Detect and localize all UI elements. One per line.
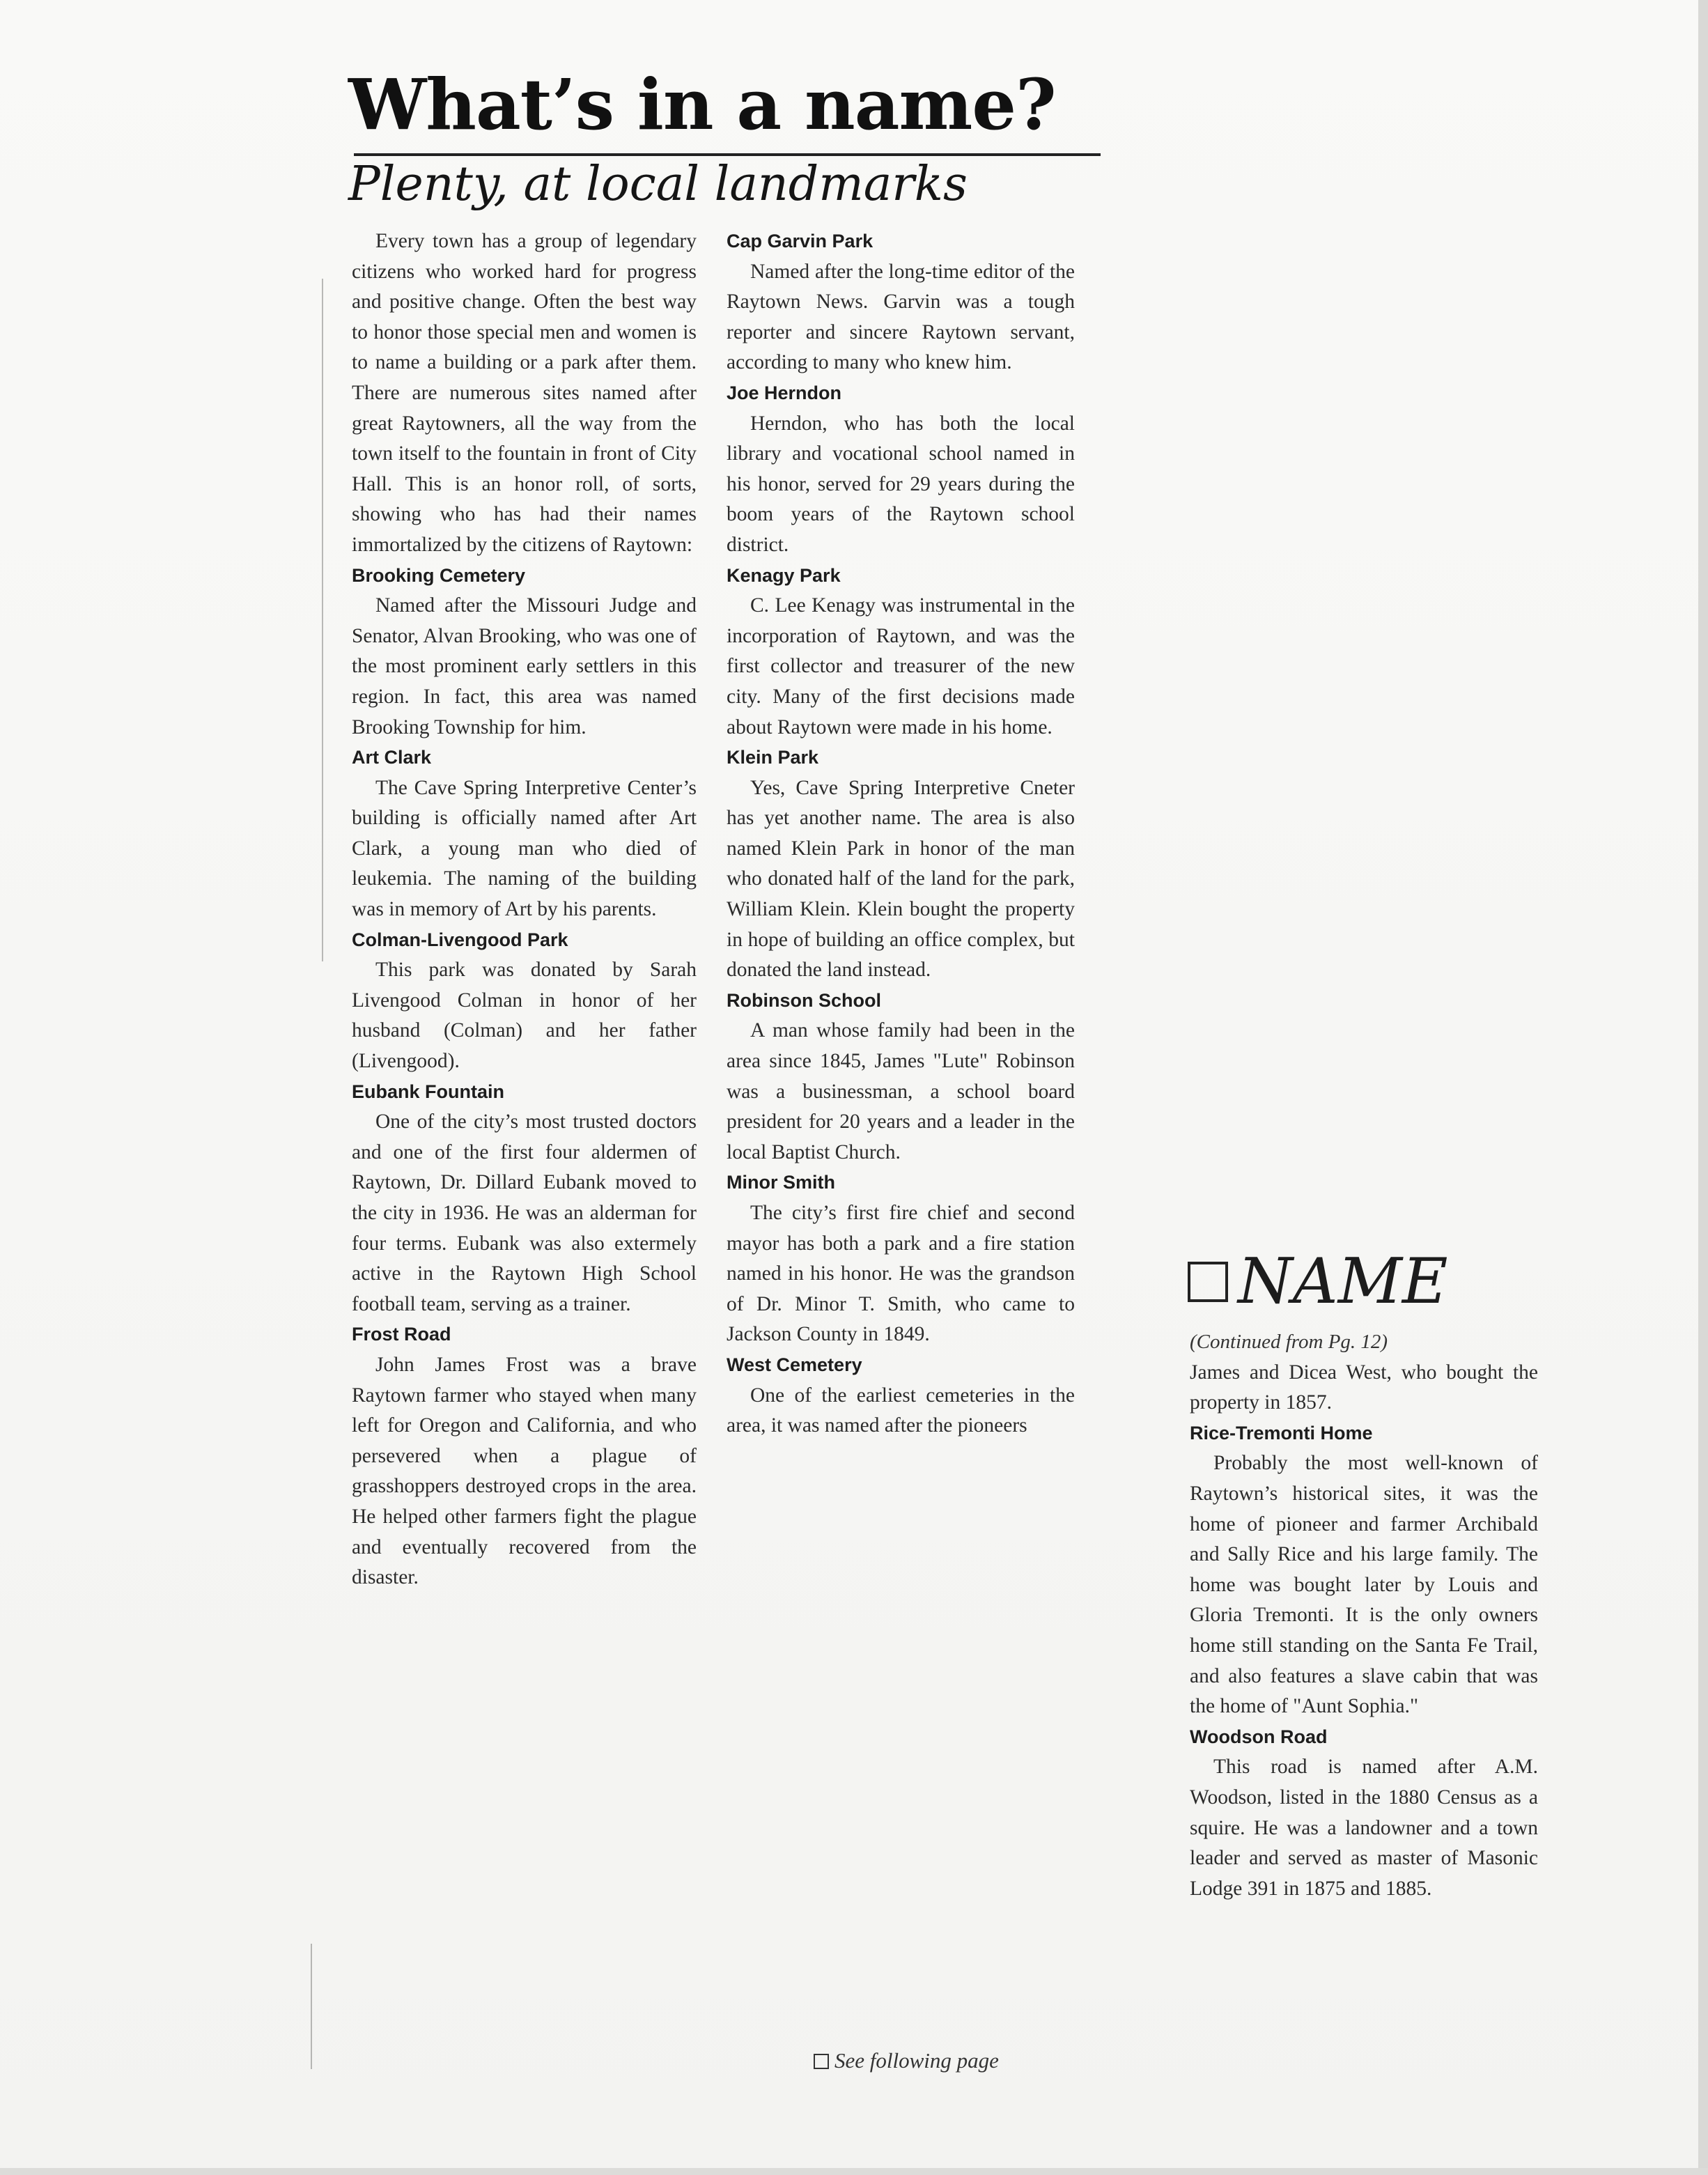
continuation-text: See following page xyxy=(834,2048,999,2073)
article-column-1 xyxy=(352,226,697,1593)
subheadline: Plenty, at local landmarks xyxy=(348,157,968,212)
section-heading: Joe Herndon xyxy=(727,382,842,403)
column-rule xyxy=(322,279,323,961)
checkbox-icon xyxy=(814,2054,829,2069)
continued-from: (Continued from Pg. 12) xyxy=(1190,1331,1388,1353)
section-body: One of the city’s most trusted doctors and one of the first four aldermen of Raytown, Dr. Dillard Eubank moved to the city in 1936. He was an alderman for four terms. Eubank was also extermely active in the Raytown High School football team, serving as a trainer. xyxy=(352,1110,697,1315)
section-body: This road is named after A.M. Woodson, listed in the 1880 Census as a squire. He was a landowner and a town leader and served as master of Masonic Lodge 391 in 1875 and 1885. xyxy=(1190,1756,1538,1900)
section-body: Herndon, who has both the local library and vocational school named in his honor, served for 29 years during the boom years of the Raytown school district. xyxy=(727,412,1075,556)
section-body: Named after the long-time editor of the Raytown News. Garvin was a tough reporter and sincere Raytown servant, according to many who knew him. xyxy=(727,260,1075,374)
section-heading: Eubank Fountain xyxy=(352,1081,504,1102)
continued-lead: James and Dicea West, who bought the property in 1857. xyxy=(1190,1361,1538,1414)
section-body: John James Frost was a brave Raytown farmer who stayed when many left for Oregon and California, and who persevered when a plague of grasshoppers destroyed crops in the area. He helped other farmers fight the plague and eventually recovered from the disaster. xyxy=(352,1353,697,1589)
headline-rule xyxy=(354,153,1101,156)
section-body: Yes, Cave Spring Interpretive Cneter has yet another name. The area is also named Klein Park in honor of the man who donated half of the land for the park, William Klein. Klein bought the property in hope of building an office complex, but donated the land instead. xyxy=(727,776,1075,982)
page-edge xyxy=(1698,0,1708,2175)
section-heading: Kenagy Park xyxy=(727,564,841,586)
section-heading: Colman-Livengood Park xyxy=(352,929,568,950)
section-body: One of the earliest cemeteries in the area, it was named after the pioneers xyxy=(727,1384,1075,1437)
section-body: C. Lee Kenagy was instrumental in the incorporation of Raytown, and was the first collector and treasurer of the new city. Many of the first decisions made about Raytown were made in his home. xyxy=(727,594,1075,738)
section-heading: Woodson Road xyxy=(1190,1726,1328,1747)
section-heading: Minor Smith xyxy=(727,1172,835,1193)
section-body: The city’s first fire chief and second mayor has both a park and a fire station named in his honor. He was the grandson of Dr. Minor T. Smith, who came to Jackson County in 1849. xyxy=(727,1202,1075,1346)
section-heading: Robinson School xyxy=(727,989,881,1011)
column-rule-lower xyxy=(311,1944,312,2069)
section-body: This park was donated by Sarah Livengood Colman in honor of her husband (Colman) and her father (Livengood). xyxy=(352,959,697,1073)
section-heading: Art Clark xyxy=(352,747,432,768)
article-column-2 xyxy=(727,226,1075,1441)
section-heading: Rice-Tremonti Home xyxy=(1190,1422,1373,1443)
sidebar-title xyxy=(1188,1247,1550,1316)
page-edge-bottom xyxy=(0,2168,1708,2175)
section-heading: Frost Road xyxy=(352,1324,451,1345)
section-heading: Cap Garvin Park xyxy=(727,231,874,251)
section-body: Probably the most well-known of Raytown’s historical sites, it was the home of pioneer and farmer Archibald and Sally Rice and his large family. The home was bought later by Louis and Gloria Tremonti. It is the only owners home still standing on the Santa Fe Trail, and also features a slave cabin that was the home of "Aunt Sophia." xyxy=(1190,1452,1538,1718)
intro-paragraph: Every town has a group of legendary citizens who worked hard for progress and positive change. Often the best way to honor those special men and women is to name a building or a park after them. There are numerous sites named after great Raytowners, all the way from the town itself to the fountain in front of City Hall. This is an honor roll, of sorts, showing who has had their names immortalized by the citizens of Raytown: xyxy=(352,230,697,556)
section-body: A man whose family had been in the area since 1845, James "Lute" Robinson was a businessman, a school board president for 20 years and a leader in the local Baptist Church. xyxy=(727,1019,1075,1163)
headline: What’s in a name? xyxy=(348,63,1056,146)
section-heading: West Cemetery xyxy=(727,1354,862,1375)
section-heading: Klein Park xyxy=(727,747,819,768)
section-body: Named after the Missouri Judge and Senator, Alvan Brooking, who was one of the most prominent early settlers in this region. In fact, this area was named Brooking Township for him. xyxy=(352,594,697,738)
section-heading: Brooking Cemetery xyxy=(352,564,526,586)
continuation-note xyxy=(814,2048,1078,2073)
checkbox-icon xyxy=(1188,1262,1228,1302)
continued-column xyxy=(1190,1327,1538,1904)
section-body: The Cave Spring Interpretive Center’s building is officially named after Art Clark, a young man who died of leukemia. The naming of the building was in memory of Art by his parents. xyxy=(352,776,697,921)
sidebar-title-text: NAME xyxy=(1238,1245,1448,1318)
